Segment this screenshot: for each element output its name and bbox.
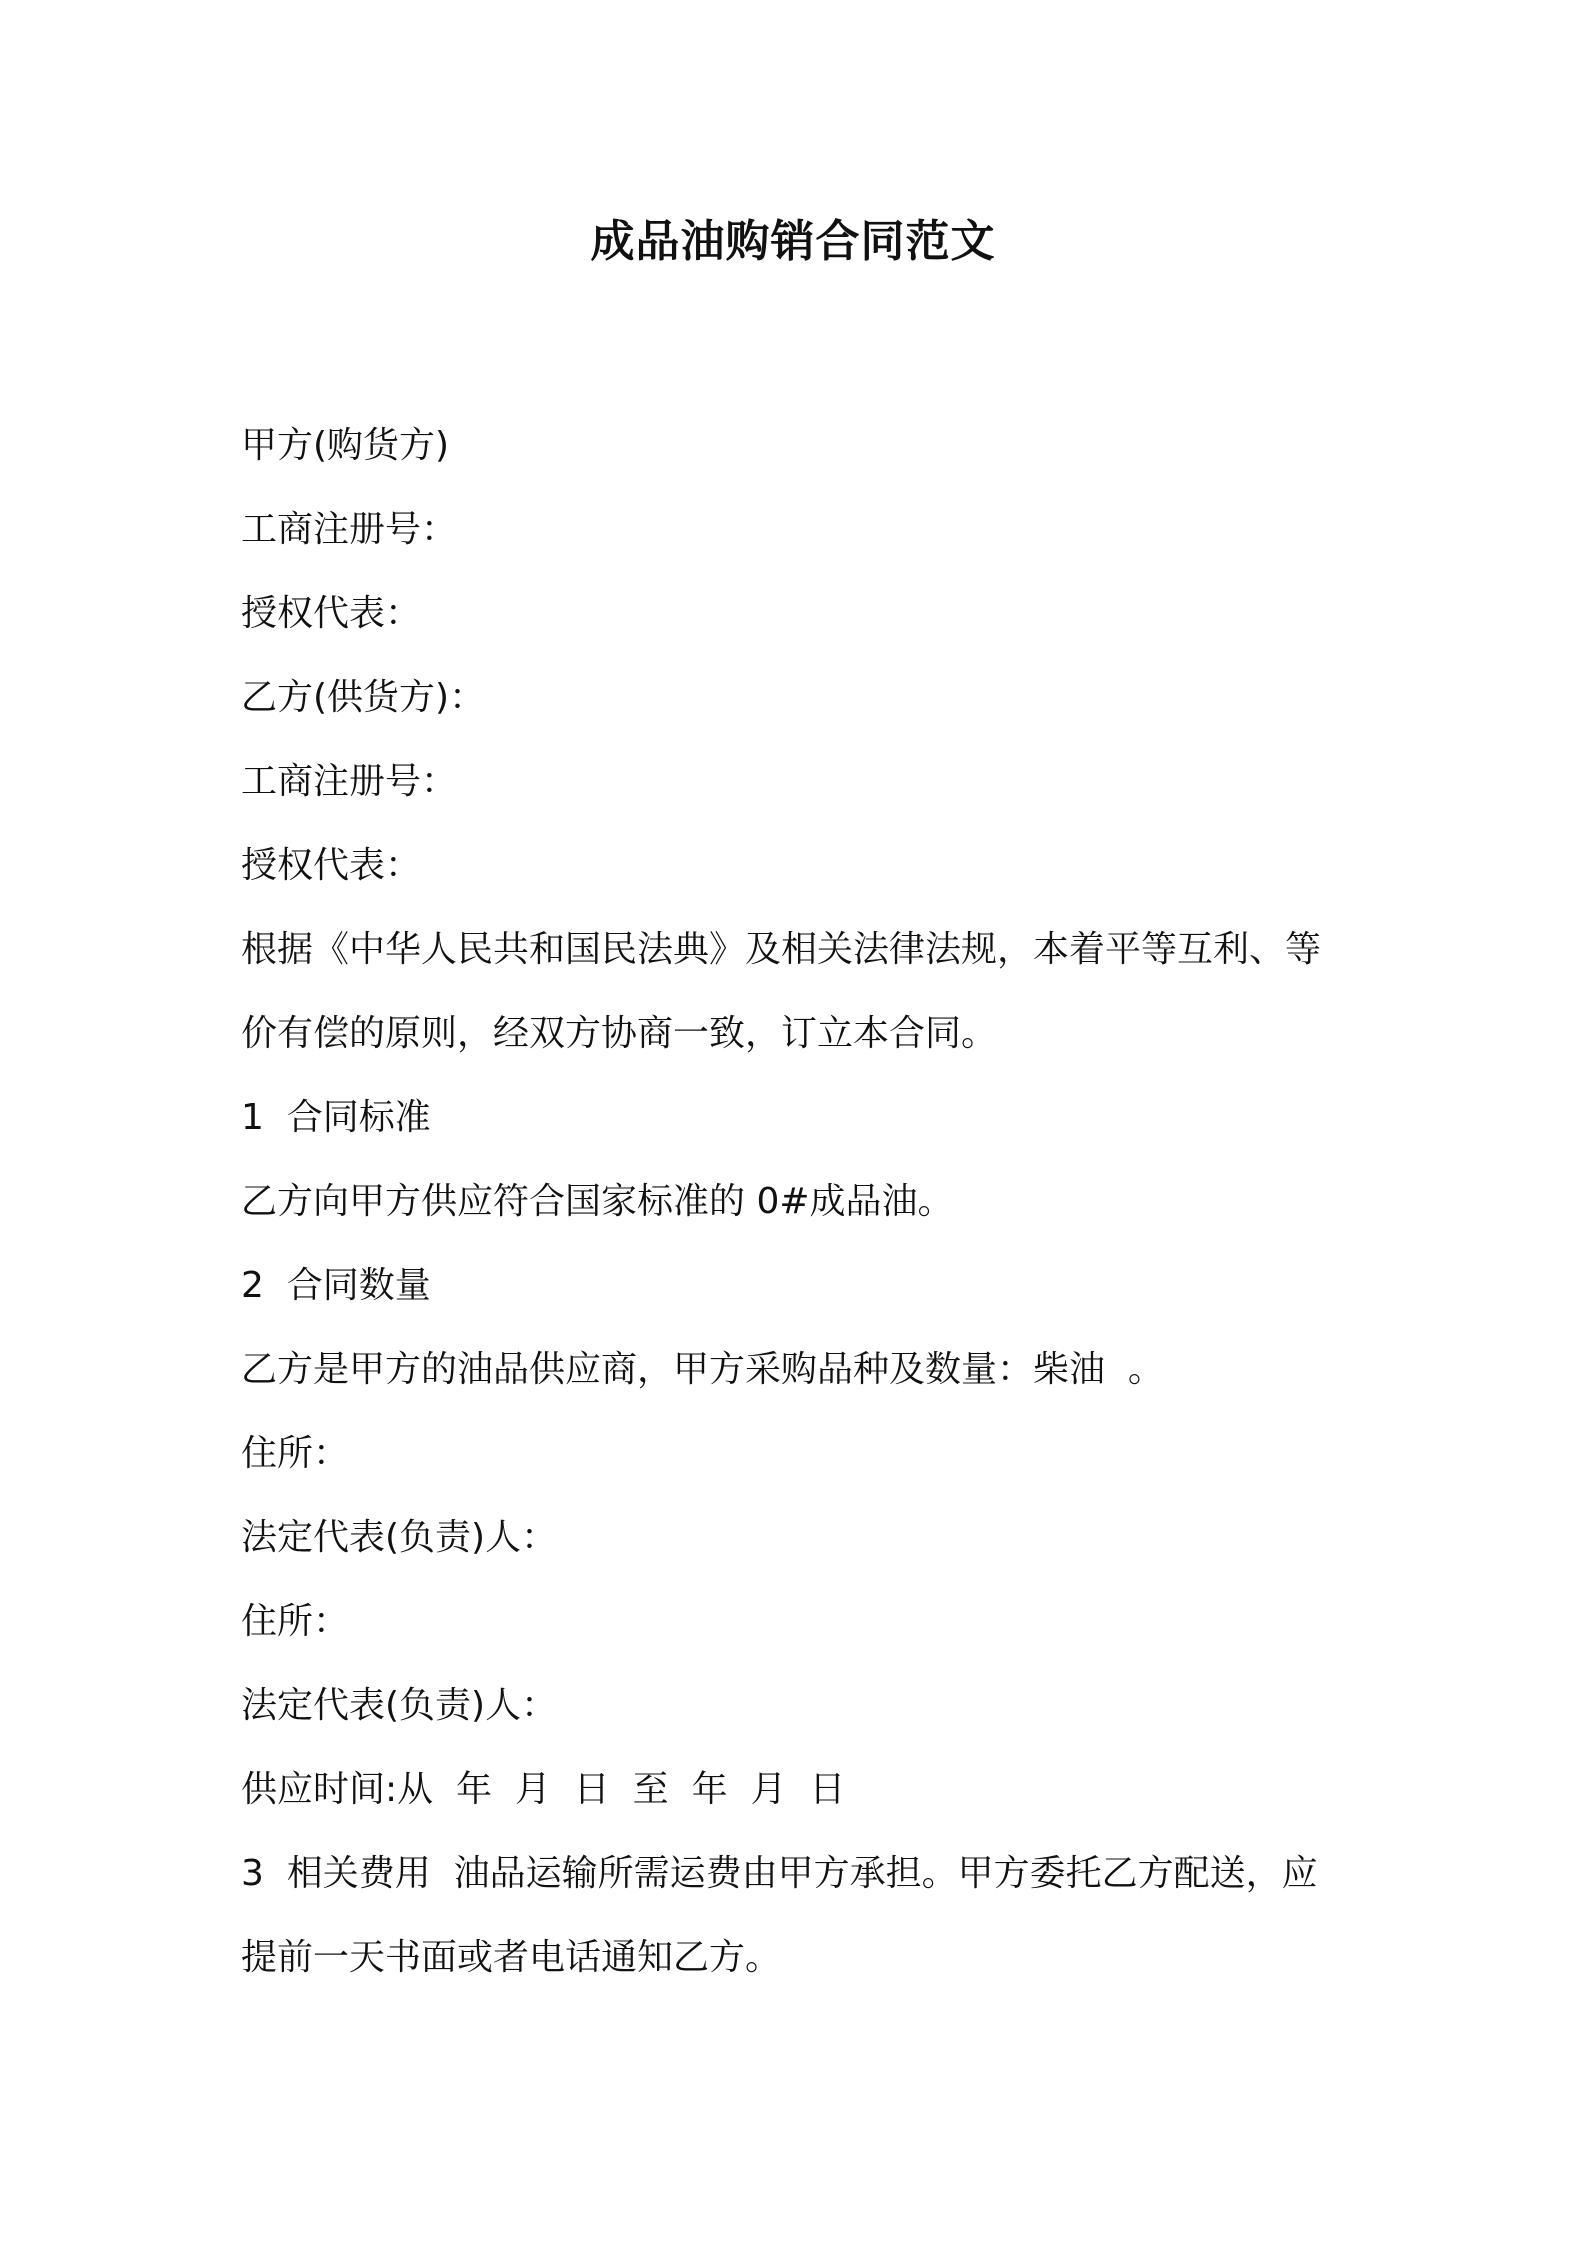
section-3-line-1: 3 相关费用 油品运输所需运费由甲方承担。甲方委托乙方配送，应 (241, 1853, 1318, 1894)
legal-representative-line-2: 法定代表(负责)人： (241, 1685, 558, 1726)
section-3-line-2: 提前一天书面或者电话通知乙方。 (241, 1937, 782, 1978)
party-a-label: 甲方(购货方) (241, 425, 450, 466)
party-a-representative: 授权代表： (241, 593, 422, 634)
party-b-representative: 授权代表： (241, 845, 422, 886)
document-body (241, 404, 1361, 2000)
address-line-2: 住所： (241, 1601, 350, 1642)
document-title: 成品油购销合同范文 (590, 216, 996, 267)
preamble-line-2: 价有偿的原则，经双方协商一致，订立本合同。 (241, 1013, 998, 1054)
party-a-registration-number: 工商注册号： (241, 509, 458, 550)
party-b-label: 乙方(供货方)： (241, 677, 486, 718)
section-1-text: 乙方向甲方供应符合国家标准的 0#成品油。 (241, 1181, 954, 1222)
section-2-text: 乙方是甲方的油品供应商，甲方采购品种及数量：柴油 。 (241, 1349, 1164, 1390)
supply-period: 供应时间:从 年 月 日 至 年 月 日 (241, 1769, 846, 1810)
section-2-heading: 2 合同数量 (241, 1265, 431, 1306)
address-line-1: 住所： (241, 1433, 350, 1474)
preamble-line-1: 根据《中华人民共和国民法典》及相关法律法规，本着平等互利、等 (241, 929, 1322, 970)
party-b-registration-number: 工商注册号： (241, 761, 458, 802)
legal-representative-line-1: 法定代表(负责)人： (241, 1517, 558, 1558)
section-1-heading: 1 合同标准 (241, 1097, 431, 1138)
